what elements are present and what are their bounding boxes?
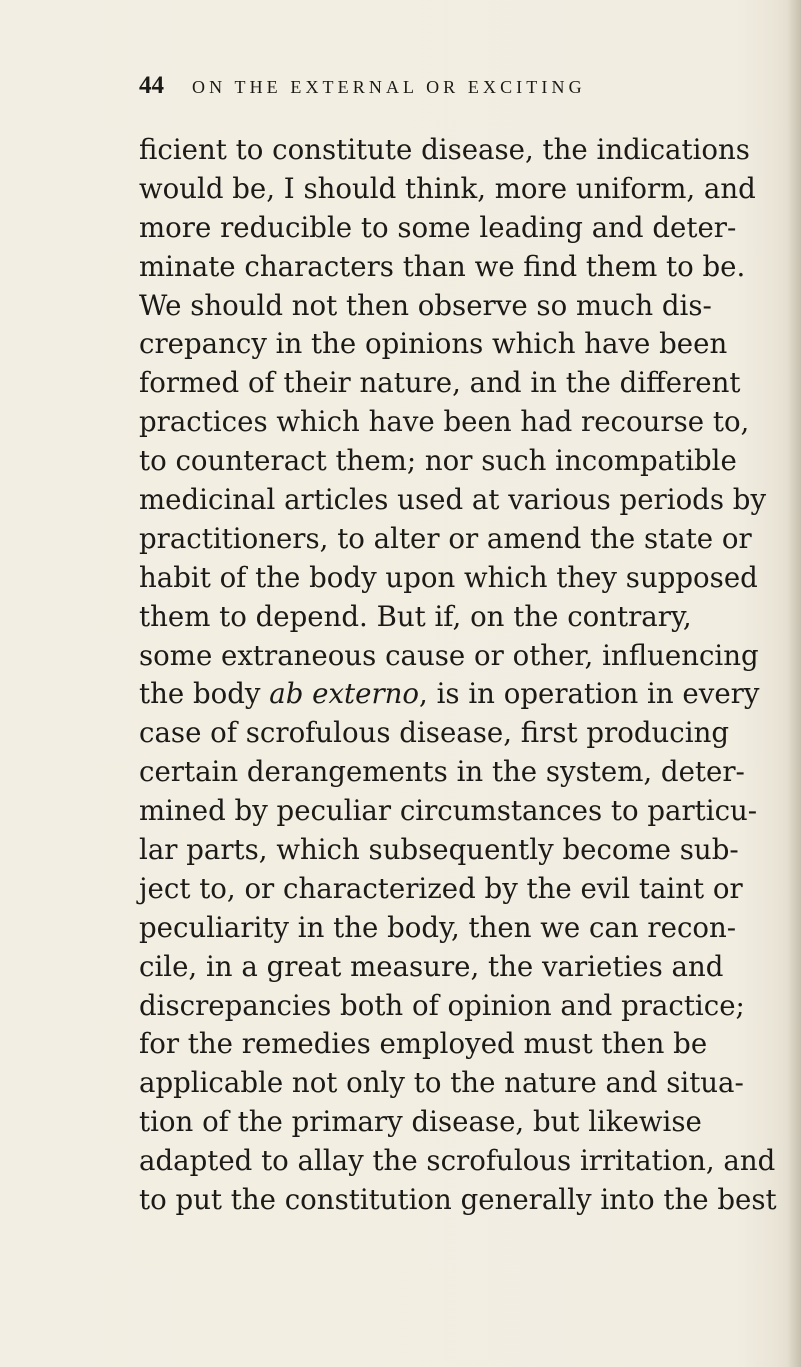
- text-line: tion of the primary disease, but likewise: [139, 1105, 702, 1139]
- line-segment: the body: [139, 677, 270, 711]
- text-line: discrepancies both of opinion and practice;: [139, 988, 745, 1022]
- text-line-with-italic: [139, 675, 760, 714]
- text-line: adapted to allay the scrofulous irritation, and: [139, 1144, 776, 1178]
- page-header: [139, 72, 586, 108]
- text-line: minate characters than we find them to be.: [139, 249, 746, 283]
- text-line: lar parts, which subsequently become sub-: [139, 833, 739, 867]
- text-line: some extraneous cause or other, influencing: [139, 638, 759, 672]
- running-head: ON THE EXTERNAL OR EXCITING: [192, 77, 586, 97]
- text-line: peculiarity in the body, then we can recon-: [139, 910, 737, 944]
- text-line: formed of their nature, and in the different: [139, 366, 741, 400]
- text-line: to put the constitution generally into the best: [139, 1183, 777, 1217]
- text-line: cile, in a great measure, the varieties and: [139, 949, 724, 983]
- page-edge-shadow: [787, 0, 801, 1367]
- text-line: to counteract them; nor such incompatible: [139, 444, 737, 478]
- text-line: practitioners, to alter or amend the state or: [139, 521, 752, 555]
- text-line: practices which have been had recourse to,: [139, 405, 750, 439]
- text-line: case of scrofulous disease, first producing: [139, 716, 730, 750]
- italic-phrase: ab externo: [269, 677, 420, 711]
- text-line: certain derangements in the system, deter-: [139, 755, 745, 789]
- body-text: [139, 131, 777, 1220]
- text-line: ficient to constitute disease, the indications: [139, 133, 750, 166]
- text-line: for the remedies employed must then be: [139, 1027, 708, 1061]
- text-line: crepancy in the opinions which have been: [139, 327, 728, 361]
- text-line: habit of the body upon which they supposed: [139, 560, 758, 594]
- text-line: ject to, or characterized by the evil taint or: [139, 871, 743, 905]
- text-line: We should not then observe so much dis-: [139, 288, 712, 322]
- text-line: applicable not only to the nature and situa-: [139, 1066, 744, 1100]
- text-line: more reducible to some leading and deter-: [139, 210, 737, 244]
- page-number: 44: [139, 72, 164, 99]
- text-line: would be, I should think, more uniform, and: [139, 171, 756, 205]
- line-segment: , is in operation in every: [419, 677, 760, 711]
- text-line: medicinal articles used at various periods by: [139, 483, 767, 517]
- text-line: mined by peculiar circumstances to particu-: [139, 794, 758, 828]
- text-line: them to depend. But if, on the contrary,: [139, 599, 692, 633]
